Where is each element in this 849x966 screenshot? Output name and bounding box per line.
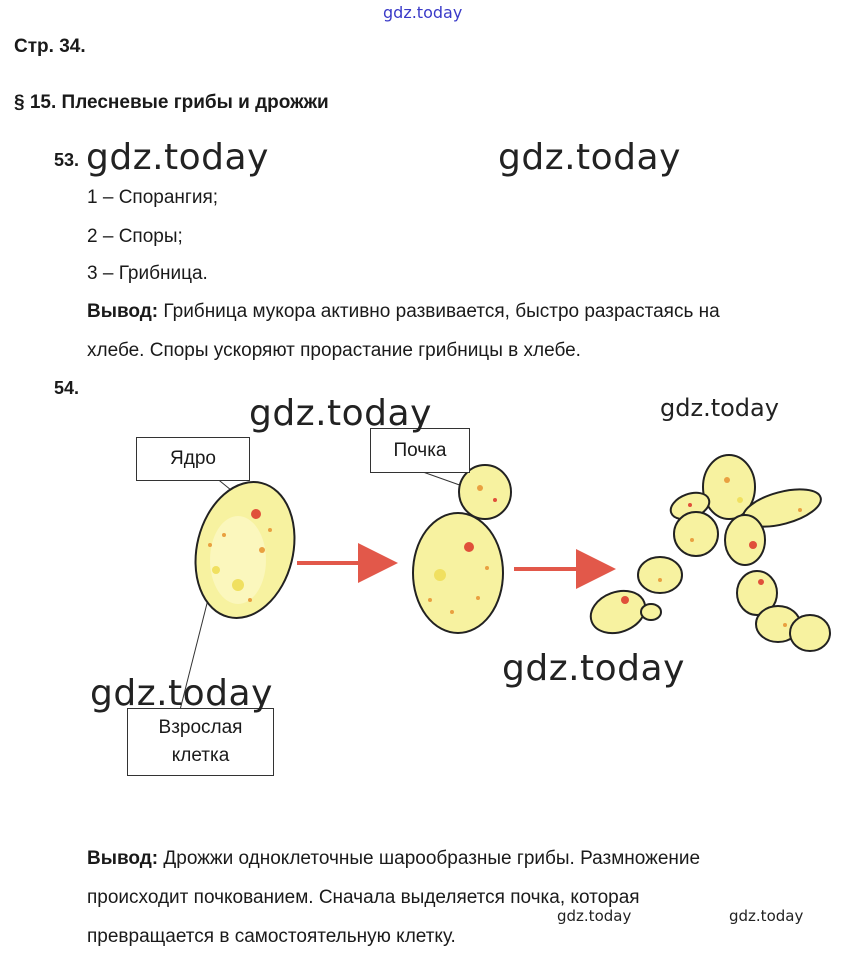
nucleus-label-text: Ядро xyxy=(170,448,216,470)
watermark: gdz.today xyxy=(86,137,269,178)
watermark: gdz.today xyxy=(557,907,632,925)
conclusion-text: Дрожжи одноклеточные шарообразные грибы. Размножение xyxy=(163,848,701,869)
adult-cell-label xyxy=(127,708,274,776)
watermark: gdz.today xyxy=(502,648,685,689)
watermark: gdz.today xyxy=(249,393,432,434)
conclusion-label: Вывод: xyxy=(87,848,159,869)
task-53-item-1: 1 – Спорангия; xyxy=(87,187,219,208)
adult-cell-label-line-2: клетка xyxy=(171,745,230,766)
yeast-colony xyxy=(585,455,830,651)
bud-label-text: Почка xyxy=(393,439,447,461)
watermark: gdz.today xyxy=(498,137,681,178)
task-53-item-2: 2 – Споры; xyxy=(87,226,183,247)
nucleus-dot xyxy=(251,509,261,519)
task-53-number: 53. xyxy=(54,150,80,170)
watermark: gdz.today xyxy=(729,907,804,925)
task-54-conclusion-line-3: превращается в самостоятельную клетку. xyxy=(87,926,456,947)
section-title: § 15. Плесневые грибы и дрожжи xyxy=(14,92,329,113)
watermark-top: gdz.today xyxy=(383,3,463,22)
watermark: gdz.today xyxy=(90,673,273,714)
nucleus-label xyxy=(136,437,250,481)
bud-label xyxy=(370,428,470,473)
watermark: gdz.today xyxy=(660,394,779,422)
task-54-conclusion-line-1 xyxy=(87,848,700,870)
conclusion-text: Грибница мукора активно развивается, быстро разрастаясь на xyxy=(163,301,720,322)
task-53-conclusion-line-2: хлебе. Споры ускоряют прорастание грибницы в хлебе. xyxy=(87,340,581,361)
task-54-number: 54. xyxy=(54,378,80,398)
adult-cell xyxy=(182,471,309,628)
bud-shape xyxy=(459,465,511,519)
adult-cell-label-line-1: Взрослая xyxy=(158,717,243,739)
page-ref: Стр. 34. xyxy=(14,36,86,57)
task-54-conclusion-line-2: происходит почкованием. Сначала выделяется почка, которая xyxy=(87,887,640,908)
conclusion-label: Вывод: xyxy=(87,301,159,322)
budding-cell xyxy=(413,465,511,633)
task-53-item-3: 3 – Грибница. xyxy=(87,263,208,284)
